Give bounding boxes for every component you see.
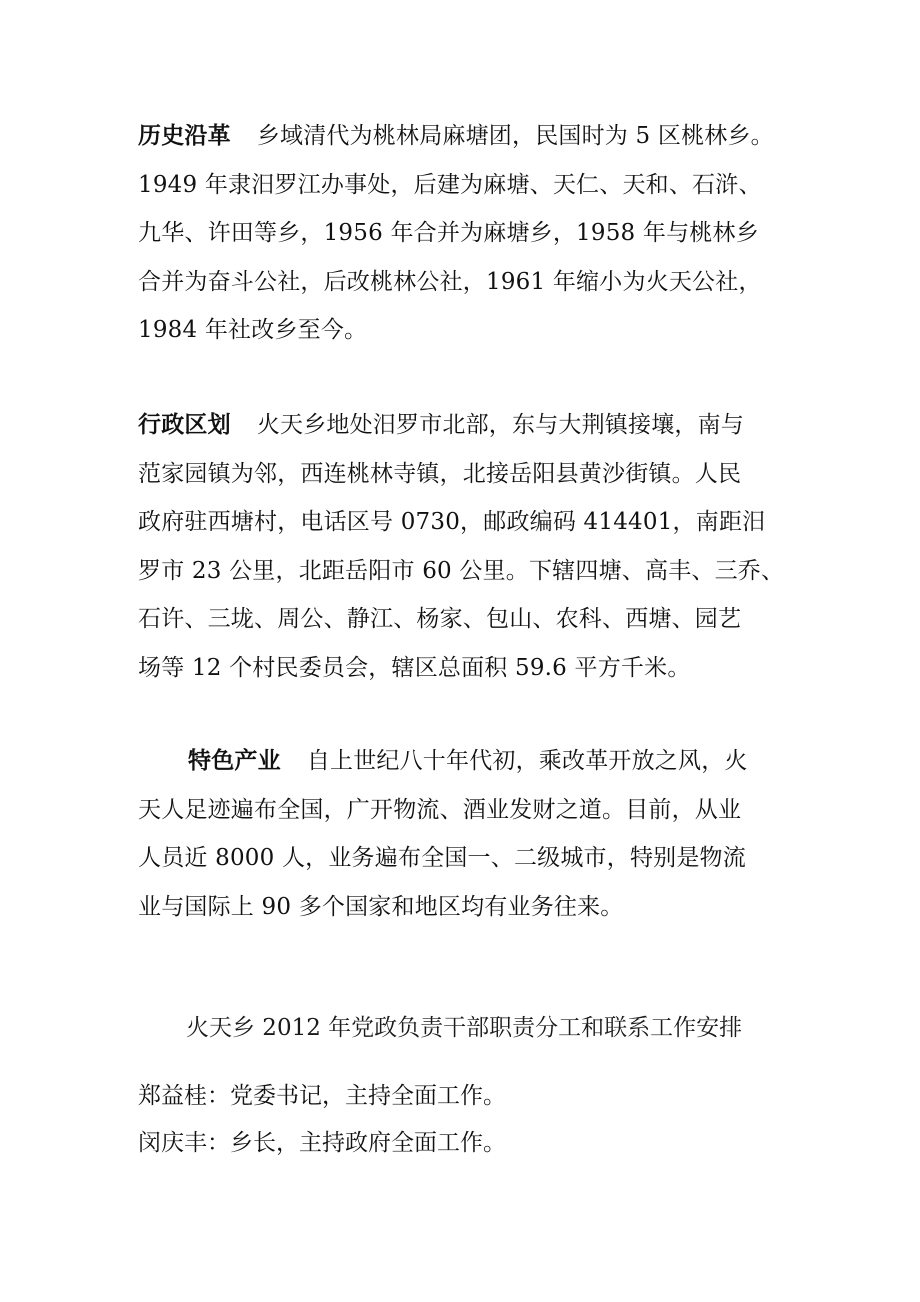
text-line: 业与国际上 90 多个国家和地区均有业务往来。 (138, 893, 624, 920)
text-line: 场等 12 个村民委员会，辖区总面积 59.6 平方千米。 (138, 654, 691, 681)
text-line (138, 737, 798, 786)
text-line: 人员近 8000 人，业务遍布全国一、二级城市，特别是物流 (138, 845, 746, 871)
text-line: 政府驻西塘村，电话区号 0730，邮政编码 414401，南距汨 (138, 509, 766, 535)
section-heading: 特色产业 (188, 748, 281, 774)
text-line: 合并为奋斗公社，后改桃林公社，1961 年缩小为火天公社， (138, 268, 762, 295)
staff-entry (138, 1074, 506, 1118)
paragraph-text: 火天乡地处汨罗市北部，东与大荆镇接壤，南与 (256, 412, 745, 438)
text-line: 石许、三垅、周公、静江、杨家、包山、农科、西塘、园艺 (138, 606, 742, 632)
document-title: 火天乡 2012 年党政负责干部职责分工和联系工作安排 (186, 1015, 743, 1041)
text-line (138, 112, 798, 161)
section-heading: 行政区划 (138, 412, 231, 438)
paragraph-text: 自上世纪八十年代初，乘改革开放之风，火 (306, 748, 748, 774)
staff-separator: ： (207, 1083, 230, 1109)
staff-duty: 乡长，主持政府全面工作。 (230, 1130, 506, 1156)
section-administrative-division (138, 401, 798, 692)
section-heading: 历史沿革 (138, 123, 231, 149)
staff-name: 闵庆丰 (138, 1130, 207, 1156)
text-line: 九华、许田等乡，1956 年合并为麻塘乡，1958 年与桃林乡 (138, 220, 759, 246)
staff-separator: ： (207, 1130, 230, 1156)
text-line: 1984 年社改乡至今。 (138, 317, 368, 343)
staff-duty: 党委书记，主持全面工作。 (230, 1083, 506, 1109)
staff-name: 郑益桂 (138, 1083, 207, 1109)
staff-entry (138, 1121, 506, 1165)
text-line: 天人足迹遍布全国，广开物流、酒业发财之道。目前，从业 (138, 796, 742, 823)
text-line: 罗市 23 公里，北距岳阳市 60 公里。下辖四塘、高丰、三乔、 (138, 557, 785, 584)
text-line (138, 401, 798, 450)
section-featured-industry (138, 737, 798, 931)
paragraph-text: 乡域清代为桃林局麻塘团，民国时为 5 区桃林乡。 (256, 123, 774, 149)
text-line: 1949 年隶汨罗江办事处，后建为麻塘、天仁、天和、石浒、 (138, 171, 762, 198)
text-line: 范家园镇为邻，西连桃林寺镇，北接岳阳县黄沙街镇。人民 (138, 460, 742, 487)
section-history (138, 112, 798, 355)
